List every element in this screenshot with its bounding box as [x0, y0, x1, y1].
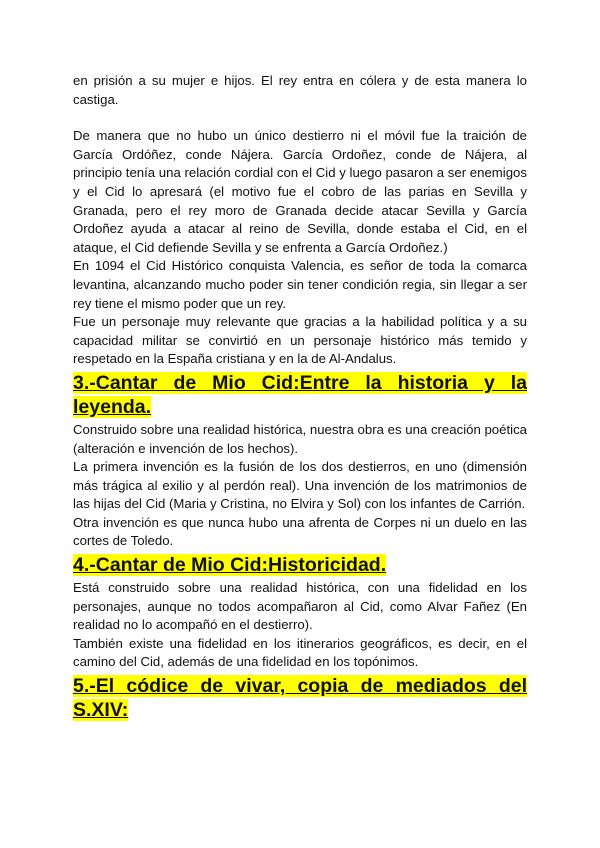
section-4-paragraph: También existe una fidelidad en los itinerarios geográficos, es decir, en el camino del Cid, además de una fidelidad en los topónimos.	[73, 635, 527, 670]
section-3-paragraph: La primera invención es la fusión de los dos destierros, en uno (dimensión más trágica al exilio y al perdón real). Una invención de los matrimonios de las hijas del Cid (Maria y Cristina, no Elvira y Sol) con los infantes de Carrión.	[73, 459, 527, 512]
paragraph-gap	[73, 109, 527, 127]
paragraph-personaje: Fue un personaje muy relevante que gracias a la habilidad política y a su capacidad militar se convirtió en un personaje histórico más temido y respetado en la España cristiana y en la de Al-Andalus.	[73, 314, 527, 367]
section-3-paragraph: Otra invención es que nunca hubo una afrenta de Corpes ni un duelo en las cortes de Toledo.	[73, 514, 527, 549]
paragraph-prison: en prisión a su mujer e hijos. El rey entra en cólera y de esta manera lo castiga.	[73, 73, 527, 107]
section-4-paragraph: Está construido sobre una realidad histórica, con una fidelidad en los personajes, aunque no todos acompañaron al Cid, como Alvar Fañez (En realidad no lo acompañó en el destierro).	[73, 580, 527, 633]
section-4-heading	[73, 553, 527, 577]
section-3-heading	[73, 371, 527, 419]
section-3-paragraph: Construido sobre una realidad histórica, nuestra obra es una creación poética (alteración e invención de los hechos).	[73, 421, 527, 456]
section-3-heading-text: 3.-Cantar de Mio Cid:Entre la historia y la leyenda.	[73, 371, 527, 418]
section-4-heading-text: 4.-Cantar de Mio Cid:Historicidad.	[73, 554, 387, 577]
section-5-heading-text: 5.-El códice de vivar, copia de mediados del S.XIV:	[73, 675, 527, 722]
paragraph-valencia: En 1094 el Cid Histórico conquista Valencia, es señor de toda la comarca levantina, alcanzando mucho poder sin tener condición regia, sin llegar a ser rey tiene el mismo poder que un rey.	[73, 258, 527, 311]
paragraph-destierro: De manera que no hubo un único destierro ni el móvil fue la traición de García Ordóñez, conde Nájera. García Ordoñez, conde de Nájera, al principio tenía una relación cordial con el Cid y luego pasaron a ser enemigos y el Cid lo apresará (el motivo fue el cobro de las parias en Sevilla y Granada, pero el rey moro de Granada decide atacar Sevilla y García Ordoñez ayuda a atacar al reino de Sevilla, donde estaba el Cid, en el ataque, el Cid defiende Sevilla y se enfrenta a García Ordoñez.)	[73, 128, 527, 255]
section-5-heading	[73, 674, 527, 722]
